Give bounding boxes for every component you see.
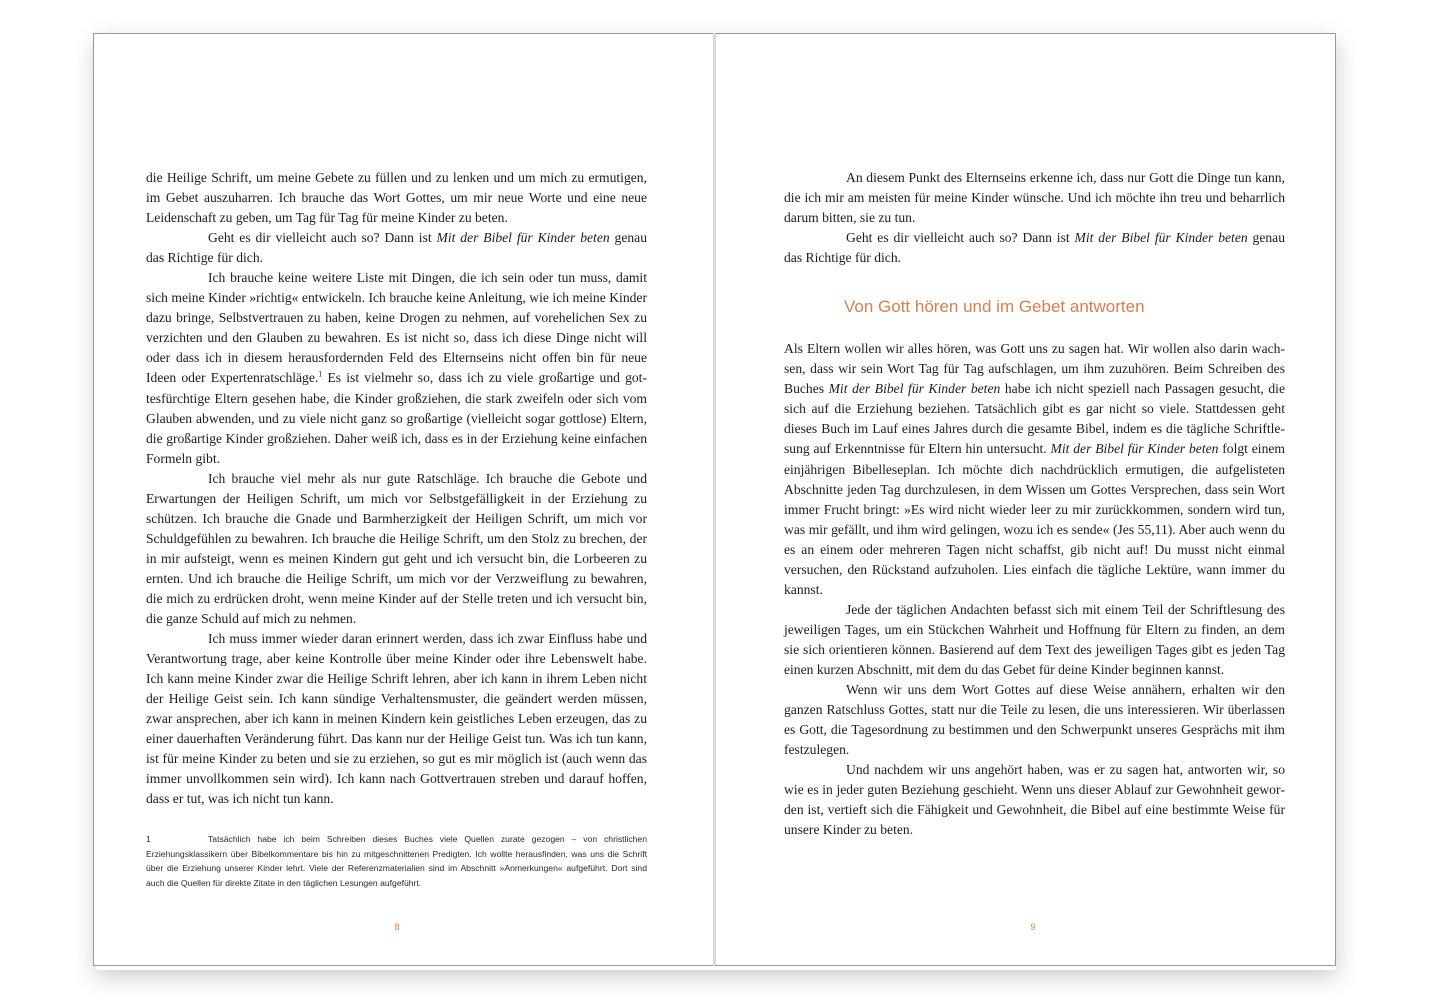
text-run: Ich muss immer wieder daran erinnert werden, dass ich zwar Einfluss habe und Verantwortung trage, aber keine Kontrolle über meine Kinder oder ihre Lebenswelt habe. Ich kann meine Kinder zwar die Heilige Schrift lehren, aber ich kann in ihrem Leben nicht der Heilige Geist sein. Ich kann sündige Verhaltensmuster, die geändert werden müssen, zwar ansprechen, aber ich kann in meinen Kindern kein geistliches Leben erzeugen, das zu einer dauerhaften Veränderung führt. Das kann nur der Heilige Geist tun. Was ich tun kann, ist für meine Kinder zu beten und sie zu erziehen, so gut es mir möglich ist (auch wenn das immer unvollkommen sein wird). Ich kann nach Gottvertrauen streben und darauf hoffen, dass er tut, was ich nicht tun kann. bbox=[146, 631, 647, 807]
paragraph-p2 bbox=[146, 228, 647, 268]
footnote-number: 1 bbox=[146, 834, 151, 844]
paragraph-r4 bbox=[784, 600, 1285, 680]
text-run: Es ist vielmehr so, dass ich zu viele großartige und gottesfürchtige Eltern gesehen habe, die Kinder großziehen, die stark zweifeln oder sich vom Glauben abwenden, und zu viele nicht ganz so großartige (vielleicht sogar gottlose) Eltern, die großartige Kinder großziehen. Daher weiß ich, dass es in der Erziehung keine einfachen Formeln gibt. bbox=[146, 370, 647, 466]
right-paragraphs-before bbox=[784, 168, 1285, 268]
right-page bbox=[715, 33, 1336, 966]
text-run: Ich brauche keine weitere Liste mit Dingen, die ich sein oder tun muss, damit sich meine Kinder »richtig« entwickeln. Ich brauche keine Anleitung, wie ich meine Kinder dazu bringe, Selbstvertrauen zu haben, keine Drogen zu nehmen, auf vorehelichen Sex zu verzichten und den Glauben zu bewahren. Es ist nicht so, dass ich diese Dinge nicht will oder dass ich in diesem herausfordernden Feld des Elternseins nicht offen bin für neue Ideen oder Expertenratschläge. bbox=[146, 270, 647, 386]
text-run: Und nachdem wir uns angehört haben, was er zu sagen hat, antworten wir, so wie es in jeder guten Beziehung geschieht. Wenn uns dieser Ablauf zur Gewohnheit geworden ist, vertieft sich die Fähigkeit und Gewohnheit, die Bibel auf eine bestimmte Weise für unsere Kinder zu beten. bbox=[784, 762, 1285, 838]
left-page-body bbox=[146, 168, 647, 810]
text-run: habe ich nicht speziell nach Passagen gesucht, die sich auf die Erziehung beziehen. Tatsächlich gibt es gar nicht so viele. Stattdessen geht dieses Buch im Lauf eines Jahres durch die gesamte Bibel, indem es die tägliche Schriftlesung auf Erkenntnisse für Eltern hin untersucht. bbox=[784, 381, 1285, 457]
book-title: Mit der Bibel für Kinder beten bbox=[436, 230, 610, 246]
text-run: folgt einem einjährigen Bibelleseplan. Ich möchte dich nachdrücklich ermutigen, die aufgelisteten Abschnitte jeden Tag durchzulesen, in dem Wissen um Gottes Versprechen, dass sein Wort immer Frucht bringt: »Es wird nicht wieder leer zu mir zurückkommen, sondern wird tun, was mir gefällt, und ihm wird gelingen, wozu ich es sende« (Jes 55,11). Aber auch wenn du es an einem oder mehreren Tagen nicht schaffst, gib nicht auf! Du musst nicht einmal versuchen, den Rückstand aufzuholen. Lies einfach die tägliche Lektüre, wann immer du kannst. bbox=[784, 441, 1285, 597]
left-page bbox=[93, 33, 714, 966]
paragraph-r6 bbox=[784, 760, 1285, 840]
text-run: Geht es dir vielleicht auch so? Dann ist bbox=[846, 230, 1075, 246]
book-title: Mit der Bibel für Kinder beten bbox=[828, 381, 1001, 397]
footnote-marker: 1 bbox=[318, 369, 323, 379]
paragraph-r1 bbox=[784, 168, 1285, 228]
text-run: Jede der täglichen Andachten befasst sich mit einem Teil der Schriftlesung des jeweiligen Tages, um ein Stückchen Wahrheit und Hoffnung für Eltern zu finden, an dem sie sich orientieren können. Basierend auf dem Text des jeweiligen Tages gibt es jeden Tag einen kurzen Abschnitt, mit dem du das Gebet für deine Kinder beginnen kannst. bbox=[784, 601, 1285, 677]
right-paragraphs-after bbox=[784, 339, 1285, 840]
text-run: Ich brauche viel mehr als nur gute Ratschläge. Ich brauche die Gebote und Erwartungen der Heiligen Schrift, um mich vor Selbstgefälligkeit in der Erziehung zu schützen. Ich brauche die Gnade und Barmherzigkeit der Heiligen Schrift, um mich vor Schuldgefühlen zu bewahren. Ich brauche die Heilige Schrift, um den Stolz zu brechen, der in mir aufsteigt, wenn es meinen Kindern gut geht und ich versucht bin, die Lorbeeren zu ernten. Und ich brauche die Heilige Schrift, um mich vor der Verzweiflung zu bewahren, die mich zu erdrücken droht, wenn meine Kinder auf der Stelle treten und ich versucht bin, die ganze Schuld auf mich zu nehmen. bbox=[146, 470, 647, 627]
text-run: Wenn wir uns dem Wort Gottes auf diese Weise annähern, erhalten wir den ganzen Ratschluss Gottes, statt nur die Teile zu lesen, die uns interessieren. Wir überlassen es Gott, die Tagesordnung zu bestimmen und den Schwerpunkt unseres Gesprächs mit ihm festzulegen. bbox=[784, 682, 1285, 758]
paragraph-p4 bbox=[146, 469, 647, 629]
text-run: Geht es dir vielleicht auch so? Dann ist bbox=[208, 230, 437, 246]
paragraph-p5 bbox=[146, 629, 647, 809]
text-run: genau das Richtige für dich. bbox=[784, 230, 1285, 266]
paragraph-r3 bbox=[784, 339, 1285, 600]
footnote-text: Tatsächlich habe ich beim Schreiben dieses Buches viele Quellen zurate gezogen – von christlichen Erziehungsklassikern über Bibelkommentare bis hin zu mitgeschnittenen Predigten. Ich wollte herausfinden, was uns die Schrift über die Erziehung unserer Kinder lehrt. Viele der Referenzmaterialien sind im Abschnitt »Anmerkungen« aufgeführt. Dort sind auch die Quellen für direkte Zitate in den täglichen Lesungen aufgeführt. bbox=[146, 834, 647, 888]
paragraph-p1 bbox=[146, 168, 647, 228]
book-title: Mit der Bibel für Kinder beten bbox=[1074, 230, 1248, 246]
footnote bbox=[146, 832, 647, 890]
section-heading: Von Gott hören und im Gebet antworten bbox=[844, 297, 1145, 317]
page-number-right: 9 bbox=[1030, 922, 1036, 932]
text-run: Als Eltern wollen wir alles hören, was Gott uns zu sagen hat. Wir wollen also darin wachsen, dass wir sein Wort Tag für Tag aufschlagen, um ihm zuzuhören. Beim Schreiben des Buches bbox=[784, 341, 1285, 397]
page-number-left: 8 bbox=[394, 922, 400, 932]
text-run: genau das Richtige für dich. bbox=[146, 230, 647, 266]
paragraph-p3 bbox=[146, 268, 647, 468]
book-title: Mit der Bibel für Kinder beten bbox=[1050, 441, 1219, 457]
text-run: An diesem Punkt des Elternseins erkenne ich, dass nur Gott die Dinge tun kann, die ich mir am meisten für meine Kinder wünsche. Und ich möchte ihn treu und beharrlich darum bitten, sie zu tun. bbox=[784, 170, 1285, 226]
text-run: die Heilige Schrift, um meine Gebete zu füllen und zu lenken und um mich zu ermutigen, im Gebet auszuharren. Ich brauche das Wort Gottes, um mir neue Worte und eine neue Leidenschaft zu geben, um Tag für Tag für meine Kinder zu beten. bbox=[146, 170, 647, 226]
right-page-body bbox=[784, 168, 1285, 840]
paragraph-r5 bbox=[784, 680, 1285, 760]
paragraph-r2 bbox=[784, 228, 1285, 268]
